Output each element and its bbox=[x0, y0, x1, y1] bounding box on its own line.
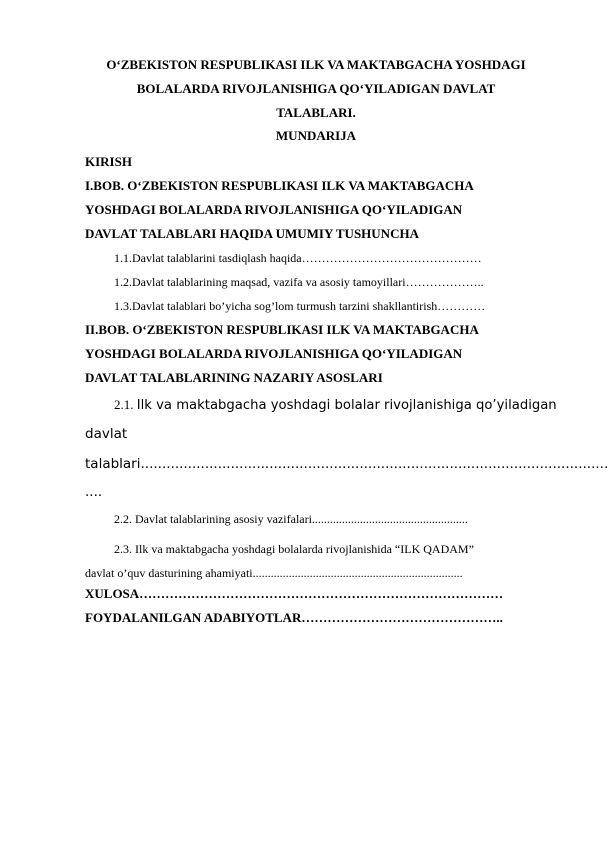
toc-section-2-1-line-4: .... bbox=[85, 484, 103, 500]
toc-chapter-2-line-1: II.BOB. O‘ZBEKISTON RESPUBLIKASI ILK VA MAKTABGACHA bbox=[85, 322, 479, 337]
toc-section-2-1-line-3: talablari............................................................................................................. bbox=[85, 456, 608, 472]
toc-section-1-1: 1.1.Davlat talablarini tasdiqlash haqida……………………………………… bbox=[114, 251, 482, 265]
toc-chapter-2-line-2: YOSHDAGI BOLALARDA RIVOJLANISHIGA QO‘YILADIGAN bbox=[85, 346, 463, 361]
doc-title-line-2: BOLALARDA RIVOJLANISHIGA QO‘YILADIGAN DAVLAT bbox=[136, 81, 496, 96]
contents-heading: MUNDARIJA bbox=[275, 128, 357, 143]
toc-section-2-2: 2.2. Davlat talablarining asosiy vazifalari.................................................... bbox=[114, 512, 468, 526]
toc-chapter-1-line-1: I.BOB. O‘ZBEKISTON RESPUBLIKASI ILK VA MAKTABGACHA bbox=[85, 178, 474, 193]
toc-section-1-3: 1.3.Davlat talablari bo’yicha sog’lom turmush tarzini shakllantirish………… bbox=[114, 299, 486, 313]
toc-conclusion: XULOSA………………………………………………………………………… bbox=[85, 586, 504, 601]
toc-chapter-2-line-3: DAVLAT TALABLARINING NAZARIY ASOSLARI bbox=[85, 370, 383, 385]
toc-section-2-1-title: Ilk va maktabgacha yoshdagi bolalar rivojlanishiga qo’yiladigan bbox=[136, 398, 557, 413]
toc-section-2-1-number: 2.1. bbox=[114, 397, 137, 412]
toc-references: FOYDALANILGAN ADABIYOTLAR……………………………………….. bbox=[85, 610, 503, 625]
doc-title-line-1: O‘ZBEKISTON RESPUBLIKASI ILK VA MAKTABGACHA YOSHDAGI bbox=[106, 57, 526, 72]
toc-section-2-3-line-1: 2.3. Ilk va maktabgacha yoshdagi bolalarda rivojlanishida “ILK QADAM” bbox=[114, 542, 474, 556]
toc-section-1-2: 1.2.Davlat talablarining maqsad, vazifa va asosiy tamoyillari……………….. bbox=[114, 275, 484, 289]
doc-title-line-3: TALABLARI. bbox=[276, 105, 356, 120]
toc-section-2-3-line-2: davlat o’quv dasturining ahamiyati...................................................................... bbox=[85, 566, 463, 580]
toc-section-2-1-line-1 bbox=[114, 393, 557, 418]
toc-section-2-1-line-2: davlat bbox=[85, 426, 128, 442]
toc-chapter-1-line-2: YOSHDAGI BOLALARDA RIVOJLANISHIGA QO‘YILADIGAN bbox=[85, 202, 463, 217]
toc-intro: KIRISH bbox=[85, 154, 132, 169]
toc-chapter-1-line-3: DAVLAT TALABLARI HAQIDA UMUMIY TUSHUNCHA bbox=[85, 226, 419, 241]
